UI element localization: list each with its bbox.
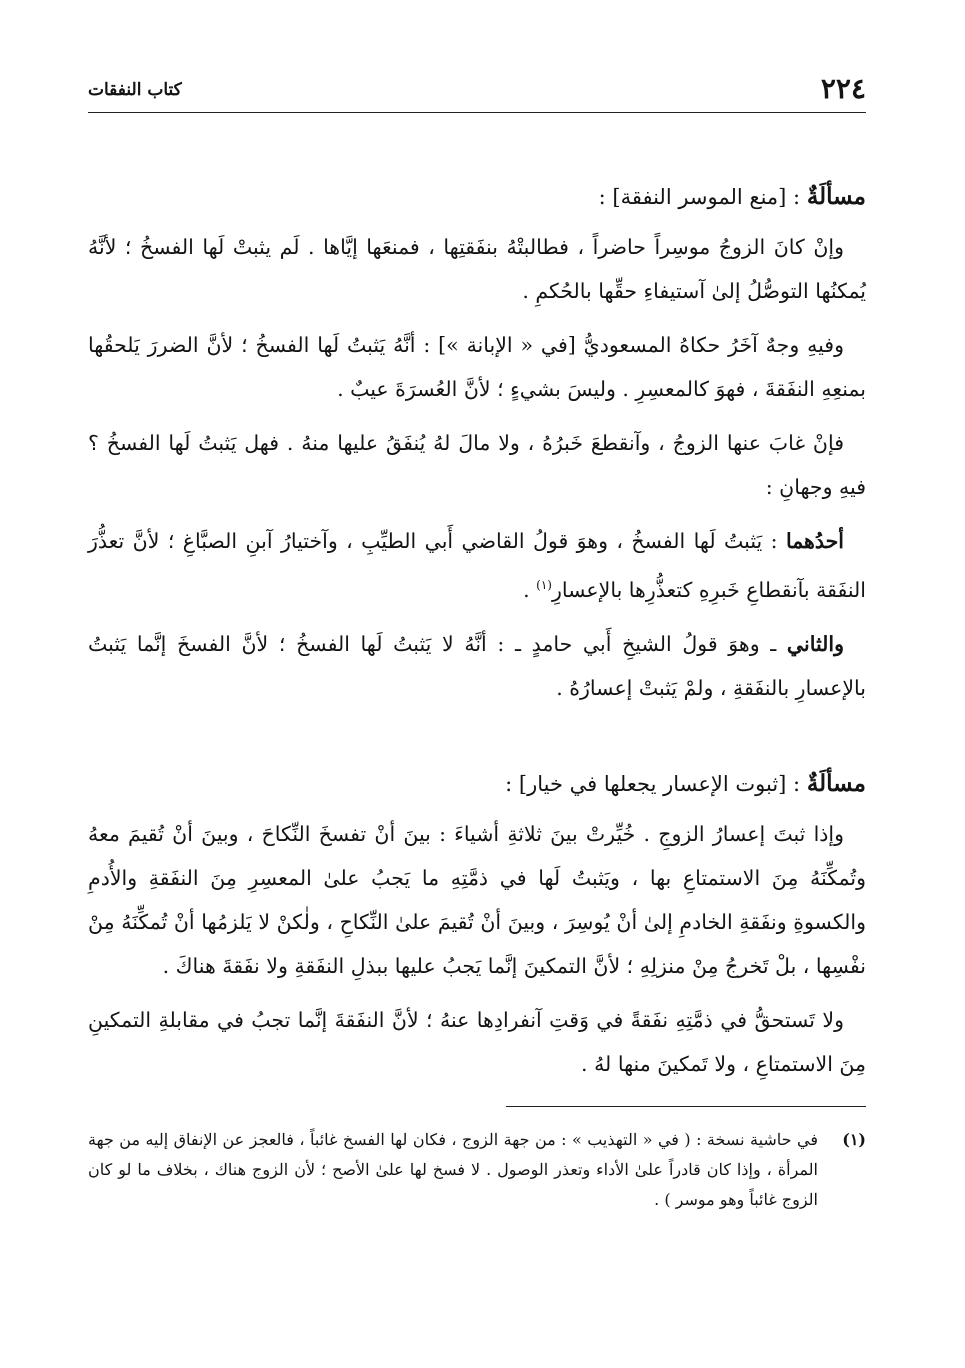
paragraph-text: ـ وهوَ قولُ الشيخِ أَبي حامدٍ ـ : أنَّهُ لا يَثبتُ لَها الفسخُ ؛ لأنَّ الفسخَ إنَّما يَثبتُ بالإعسارِ بالنفَقةِ ، ولمْ يَثبتْ إعسارُهُ .	[88, 631, 866, 700]
footnote-divider	[506, 1106, 866, 1107]
footnote-reference: (١)	[536, 578, 552, 592]
issue-heading	[88, 175, 866, 219]
paragraph-second-view	[88, 622, 866, 710]
paragraph-text: : يَثبتُ لَها الفسخُ ، وهوَ قولُ القاضي أَبي الطيِّبِ ، وآختيارُ آبنِ الصبَّاغِ ؛ لأنَّ تعذُّرَ النفَقة بآنقطاعِ خَبرِهِ كتعذُّرِها بالإعسارِ	[88, 529, 866, 602]
page-header	[88, 70, 866, 113]
running-title: كتاب النفقات	[88, 80, 182, 100]
paragraph: ولا تَستحقُّ في ذمَّتِهِ نفَقةً في وَقتِ آنفرادِها عنهُ ؛ لأنَّ النفَقةَ إنَّما تجبُ في مقابلةِ التمكينِ مِنَ الاستمتاعِ ، ولا تَمكينَ منها لهُ .	[88, 1007, 866, 1076]
paragraph-end: .	[523, 577, 537, 602]
lead-word: والثاني	[786, 631, 844, 656]
footnote	[88, 1125, 866, 1215]
issue-label: مسألَةٌ	[806, 183, 866, 210]
section-gap	[88, 720, 866, 762]
issue-title: : [منع الموسر النفقة] :	[598, 185, 801, 209]
paragraph: فإنْ غابَ عنها الزوجُ ، وآنقطعَ خَبرُهُ ، ولا مالَ لهُ يُنفَقُ عليها منهُ . فهل يَثبتُ لَها الفسخُ ؟ فيهِ وجهانِ :	[88, 431, 866, 499]
paragraph: وفيهِ وجهٌ آخَرُ حكاهُ المسعوديُّ [في « الإبانة »] : أنَّهُ يَثبتُ لَها الفسخُ ؛ لأنَّ الضررَ يَلحقُها بمنعِهِ النفَقةَ ، فهوَ كالمعسِرِ . وليسَ بشيءٍ ؛ لأنَّ العُسرَةَ عيبٌ .	[88, 333, 866, 401]
issue-title: : [ثبوت الإعسار يجعلها في خيار] :	[505, 771, 801, 796]
issue-heading	[88, 762, 866, 806]
footnote-number: (١)	[842, 1129, 866, 1149]
lead-word: أحدُهما	[785, 529, 844, 553]
book-page	[88, 70, 866, 1215]
paragraph: وإذا ثبتَ إعسارُ الزوجِ . خُيِّرتْ بينَ ثلاثةِ أشياءَ : بينَ أنْ تفسخَ النِّكاحَ ، وبينَ أنْ تُقيمَ معهُ وتُمكِّنَهُ مِنَ الاستمتاعِ بها ، ويَثبتُ لَها في ذمَّتِهِ ما يَجبُ علىٰ المعسِرِ مِنَ النفَقةِ والأُدمِ والكسوةِ ونفَقةِ الخادمِ إلىٰ أنْ يُوسِرَ ، وبينَ أنْ تُقيمَ علىٰ النِّكاحِ ، ولٰكنْ لا يَلزمُها أنْ تُمكِّنَهُ مِنْ نفْسِها ، بلْ تَخرجُ مِنْ منزلِهِ ؛ لأنَّ التمكينَ إنَّما يَجبُ عليها ببذلِ النفَقةِ ولا نفَقةَ هناكَ .	[88, 821, 866, 978]
paragraph-first-view	[88, 519, 866, 612]
page-body	[88, 175, 866, 1215]
page-number: ٢٢٤	[820, 72, 866, 105]
footnote-text: في حاشية نسخة : ( في « التهذيب » : من جهة الزوج ، فكان لها الفسخ غائباً ، فالعجز عن الإنفاق إليه من جهة المرأة ، وإذا كان قادراً علىٰ الأداء وتعذر الوصول . لا فسخ لها علىٰ الأصح ؛ لأن الزوج هناك ، بخلاف ما لو كان الزوج غائباً وهو موسر ) .	[88, 1129, 818, 1209]
issue-label: مسألَةٌ	[806, 769, 866, 797]
paragraph: وإنْ كانَ الزوجُ موسِراً حاضراً ، فطالبتْهُ بنفَقتِها ، فمنعَها إيَّاها . لَم يثبتْ لَها الفسخُ ؛ لأنَّهُ يُمكنُها التوصُّلُ إلىٰ آستيفاءِ حقِّها بالحُكمِ .	[88, 235, 866, 303]
